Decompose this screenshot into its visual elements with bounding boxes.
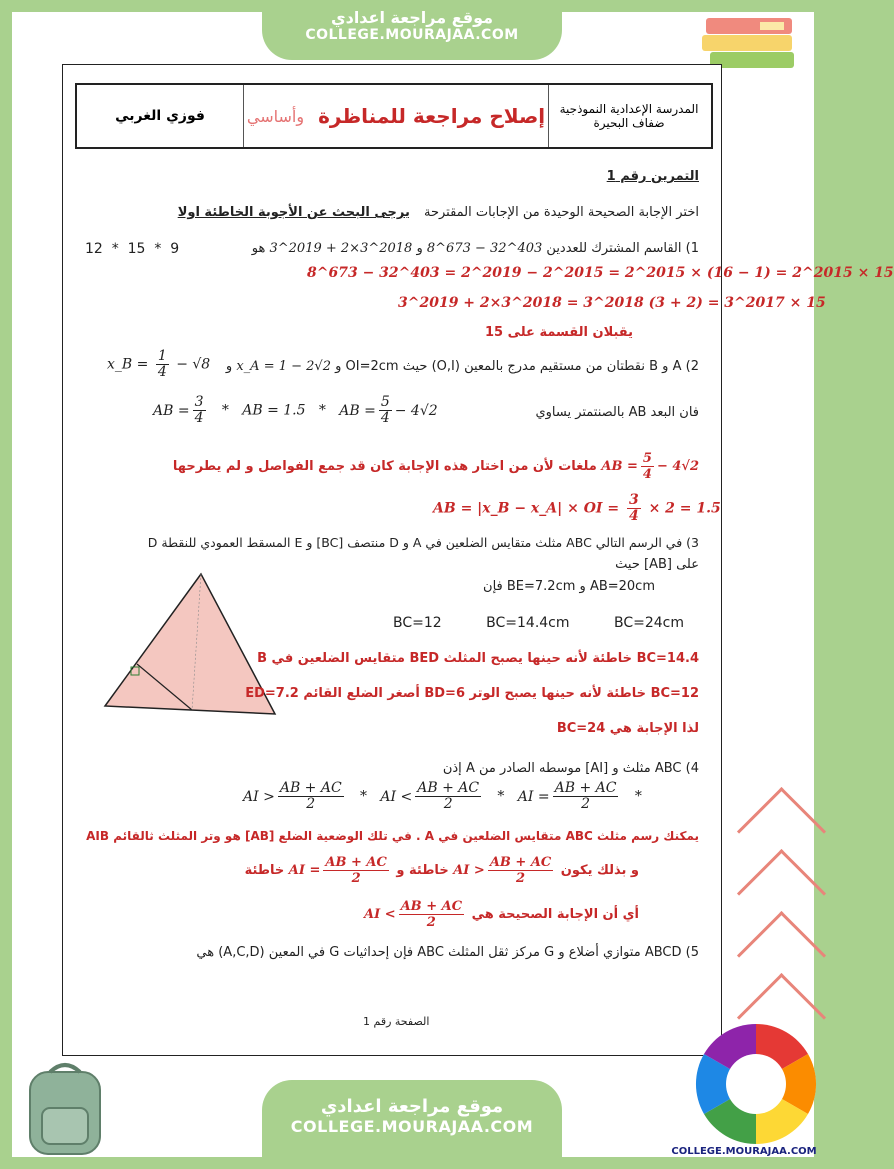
logo-caption: COLLEGE.MOURAJAA.COM xyxy=(671,1146,817,1157)
exercise-title: التمرين رقم 1 xyxy=(606,169,699,184)
q4-r2-gt: AI > xyxy=(453,863,485,878)
q4-r2-den: 2 xyxy=(516,871,526,886)
q4-statement xyxy=(443,761,699,776)
q2-number: 2) xyxy=(685,359,699,374)
q4-opt-lt: AI < xyxy=(380,788,413,805)
q4-r2-prefix: و بذلك يكون xyxy=(560,863,639,878)
q3-number: 3) xyxy=(686,535,699,550)
q2-xa: x_A = 1 − 2√2 xyxy=(236,359,331,374)
q4-number: 4) xyxy=(685,761,699,776)
q3-options xyxy=(393,615,684,631)
q1-expr2: 3^2019 + 2×3^2018 xyxy=(269,241,413,256)
q2-option[interactable]: AB = 1.5 xyxy=(242,402,306,419)
q4-option[interactable] xyxy=(517,780,622,812)
q4-r2-wrong: خاطئة xyxy=(409,863,449,878)
q3-option[interactable]: BC=12 xyxy=(393,615,442,631)
q2-xb-den: 4 xyxy=(157,364,167,380)
q2-correct-num: 3 xyxy=(628,492,639,508)
q1-solution-line2: 3^2019 + 2×3^2018 = 3^2018 (3 + 2) = 3^2017 × 15 xyxy=(398,295,826,311)
q2-correct xyxy=(433,493,721,524)
q2-opt3-lhs: AB = xyxy=(153,402,190,419)
instruction xyxy=(178,205,699,220)
q2-option[interactable] xyxy=(339,394,438,426)
q4-opt-eq: AI = xyxy=(517,788,550,805)
q4-r3-lt: AI < xyxy=(364,907,396,922)
header-subtitle: وأساسي xyxy=(246,106,305,126)
q1-conclusion: يقبلان القسمة على 15 xyxy=(484,325,633,340)
q1-option[interactable]: 15 xyxy=(127,241,146,257)
q3-text2: على [AB] حيث xyxy=(615,557,699,572)
q2-text: A و B نقطتان من مستقيم مدرج بالمعين (O,I) حيث OI=2cm و xyxy=(335,359,682,374)
q4-r2-eq: AI = xyxy=(288,863,321,878)
q1-is: هو xyxy=(251,241,266,256)
q4-r2-den2: 2 xyxy=(351,871,361,886)
q2-xb-lhs: x_B = xyxy=(107,356,149,373)
q4-r2-wrong2: خاطئة xyxy=(244,863,285,878)
q2-options: AB = $\frac{3}{4}$ * AB = 1.5 * AB = $\frac{5}{4}$ − 4√2 xyxy=(153,394,438,426)
q3-option[interactable]: BC=24cm xyxy=(613,615,684,631)
site-url-bottom: COLLEGE.MOURAJAA.COM xyxy=(290,1117,534,1136)
header-title-cell xyxy=(243,85,548,147)
q1-number: 1) xyxy=(685,241,699,256)
q4-r3: أي أن الإجابة الصحيحة هي xyxy=(471,907,639,922)
q1-options: 12 * 15 * 9 xyxy=(85,241,180,257)
q2-and: و xyxy=(225,359,233,374)
q2-wrong-explanation xyxy=(173,451,699,482)
q4-options: AI > $\frac{AB + AC}{2}$ * AI < $\frac{AB + AC}{2}$ * AI = $\frac{AB + AC}{2}$ * xyxy=(243,780,642,812)
site-name: موقع مراجعة اعدادي xyxy=(330,8,494,27)
q4-frac-num: AB + AC xyxy=(279,780,342,796)
school-cell xyxy=(548,85,709,147)
school-name: المدرسة الإعدادية النموذجية xyxy=(559,102,699,116)
q1-statement xyxy=(252,241,699,256)
backpack-icon xyxy=(16,1058,112,1158)
q3-text: في الرسم التالي ABC مثلث متقايس الضلعين في A و D منتصف [BC] و E المسقط العمودي للنقطة D xyxy=(147,535,683,550)
q2-wrong-text: ملغات لأن من اختار هذه الإجابة كان قد جمع الفواصل و لم يطرحها xyxy=(172,459,597,474)
q2-opt1-lhs: AB = xyxy=(339,402,376,419)
q4-reason2 xyxy=(245,855,639,886)
q2-xb xyxy=(107,349,210,380)
q2-correct-rhs: × 2 = 1.5 xyxy=(648,500,721,517)
q2-xb-rhs: − √8 xyxy=(176,356,211,373)
q4-frac-den: 2 xyxy=(306,796,316,812)
q3-given: AB=20cm و BE=7.2cm فإن xyxy=(483,579,655,594)
school-city: ضفاف البحيرة xyxy=(593,116,665,130)
q3-statement xyxy=(148,535,699,550)
q2-xb-num: 1 xyxy=(157,348,167,364)
decorative-dots xyxy=(12,18,252,58)
q3-option[interactable]: BC=14.4cm xyxy=(486,615,570,631)
q2-correct-den: 4 xyxy=(628,508,639,524)
site-name-bottom: موقع مراجعة اعدادي xyxy=(320,1096,504,1117)
q2-opt3-den: 4 xyxy=(194,410,204,426)
q1-solution-line1: 8^673 − 32^403 = 2^2019 − 2^2015 = 2^2015 × (16 − 1) = 2^2015 × 15 xyxy=(307,265,894,281)
q2-option[interactable] xyxy=(153,394,209,426)
instruction-bold: يرجى البحث عن الأجوبة الخاطئة اولا xyxy=(177,205,410,220)
q4-frac-num: AB + AC xyxy=(417,780,480,796)
site-url: COLLEGE.MOURAJAA.COM xyxy=(305,27,519,43)
q3-conclusion: لذا الإجابة هي BC=24 xyxy=(556,721,699,736)
q5-statement xyxy=(196,945,699,960)
q1-expr1: 8^673 − 32^403 xyxy=(426,241,543,256)
instruction-text: اختر الإجابة الصحيحة الوحيدة من الإجابات المقترحة xyxy=(423,205,699,220)
q2-statement xyxy=(226,359,699,374)
q2-opt1-num: 5 xyxy=(380,394,390,410)
q2-wrong-lhs: AB = xyxy=(601,459,638,474)
q1-option[interactable]: 12 xyxy=(85,241,103,257)
q5-text: ABCD متوازي أضلاع و G مركز ثقل المثلث ABC فإن إحداثيات G في المعين (A,C,D) هي xyxy=(196,945,682,960)
q4-r2-num2: AB + AC xyxy=(325,855,387,870)
q2-wrong-den: 4 xyxy=(642,467,652,482)
q2-opt3-num: 3 xyxy=(194,394,204,410)
exam-document xyxy=(62,64,894,1056)
q4-conclusion xyxy=(364,899,639,930)
q4-r3-num: AB + AC xyxy=(400,899,463,914)
q1-text: القاسم المشترك للعددين xyxy=(546,241,682,256)
q4-opt-gt: AI > xyxy=(243,788,275,805)
q4-text: ABC مثلث و [AI] موسطه الصادر من A إذن xyxy=(442,761,682,776)
q2-opt1-den: 4 xyxy=(380,410,390,426)
q3-reason1: BC=14.4 خاطئة لأنه حينها يصبح المثلث BED متقايس الضلعين في B xyxy=(257,651,699,666)
q4-frac-den: 2 xyxy=(443,796,453,812)
q2-wrong-num: 5 xyxy=(642,451,652,466)
q2-dist-text: فان البعد AB بالصنتمتر يساوي xyxy=(535,405,699,420)
page-number: الصفحة رقم 1 xyxy=(363,1015,430,1028)
document-header xyxy=(75,83,713,149)
q4-option[interactable] xyxy=(243,780,347,812)
top-site-banner[interactable] xyxy=(262,0,562,60)
q1-and: و xyxy=(416,241,423,256)
q2-wrong-rhs: − 4√2 xyxy=(656,459,699,474)
q4-frac-den: 2 xyxy=(581,796,590,812)
q4-frac-num: AB + AC xyxy=(554,780,617,796)
q4-r3-den: 2 xyxy=(426,915,436,930)
q2-opt1-rhs: − 4√2 xyxy=(394,402,438,419)
header-title: إصلاح مراجعة للمناظرة xyxy=(318,104,546,128)
q4-option[interactable] xyxy=(380,780,484,812)
q5-number: 5) xyxy=(685,945,699,960)
q1-option[interactable]: 9 xyxy=(170,241,180,257)
q4-reason1: يمكنك رسم مثلث ABC متقايس الضلعين في A . في تلك الوضعية الضلع [AB] هو وتر المثلث ثالقائم AIB xyxy=(86,829,699,843)
q4-r2-num: AB + AC xyxy=(489,855,552,870)
q3-reason2: BC=12 خاطئة لأنه حينها يصبح الوتر BD=6 أصغر الضلع القائم ED=7.2 xyxy=(245,686,699,701)
q2-correct-lhs: AB = |x_B − x_A| × OI = xyxy=(433,500,620,517)
site-logo-icon xyxy=(694,1022,818,1146)
teacher-name: فوزي الغربي xyxy=(115,108,205,124)
bottom-site-banner[interactable] xyxy=(262,1080,562,1169)
q4-r2-and: و xyxy=(396,863,405,878)
